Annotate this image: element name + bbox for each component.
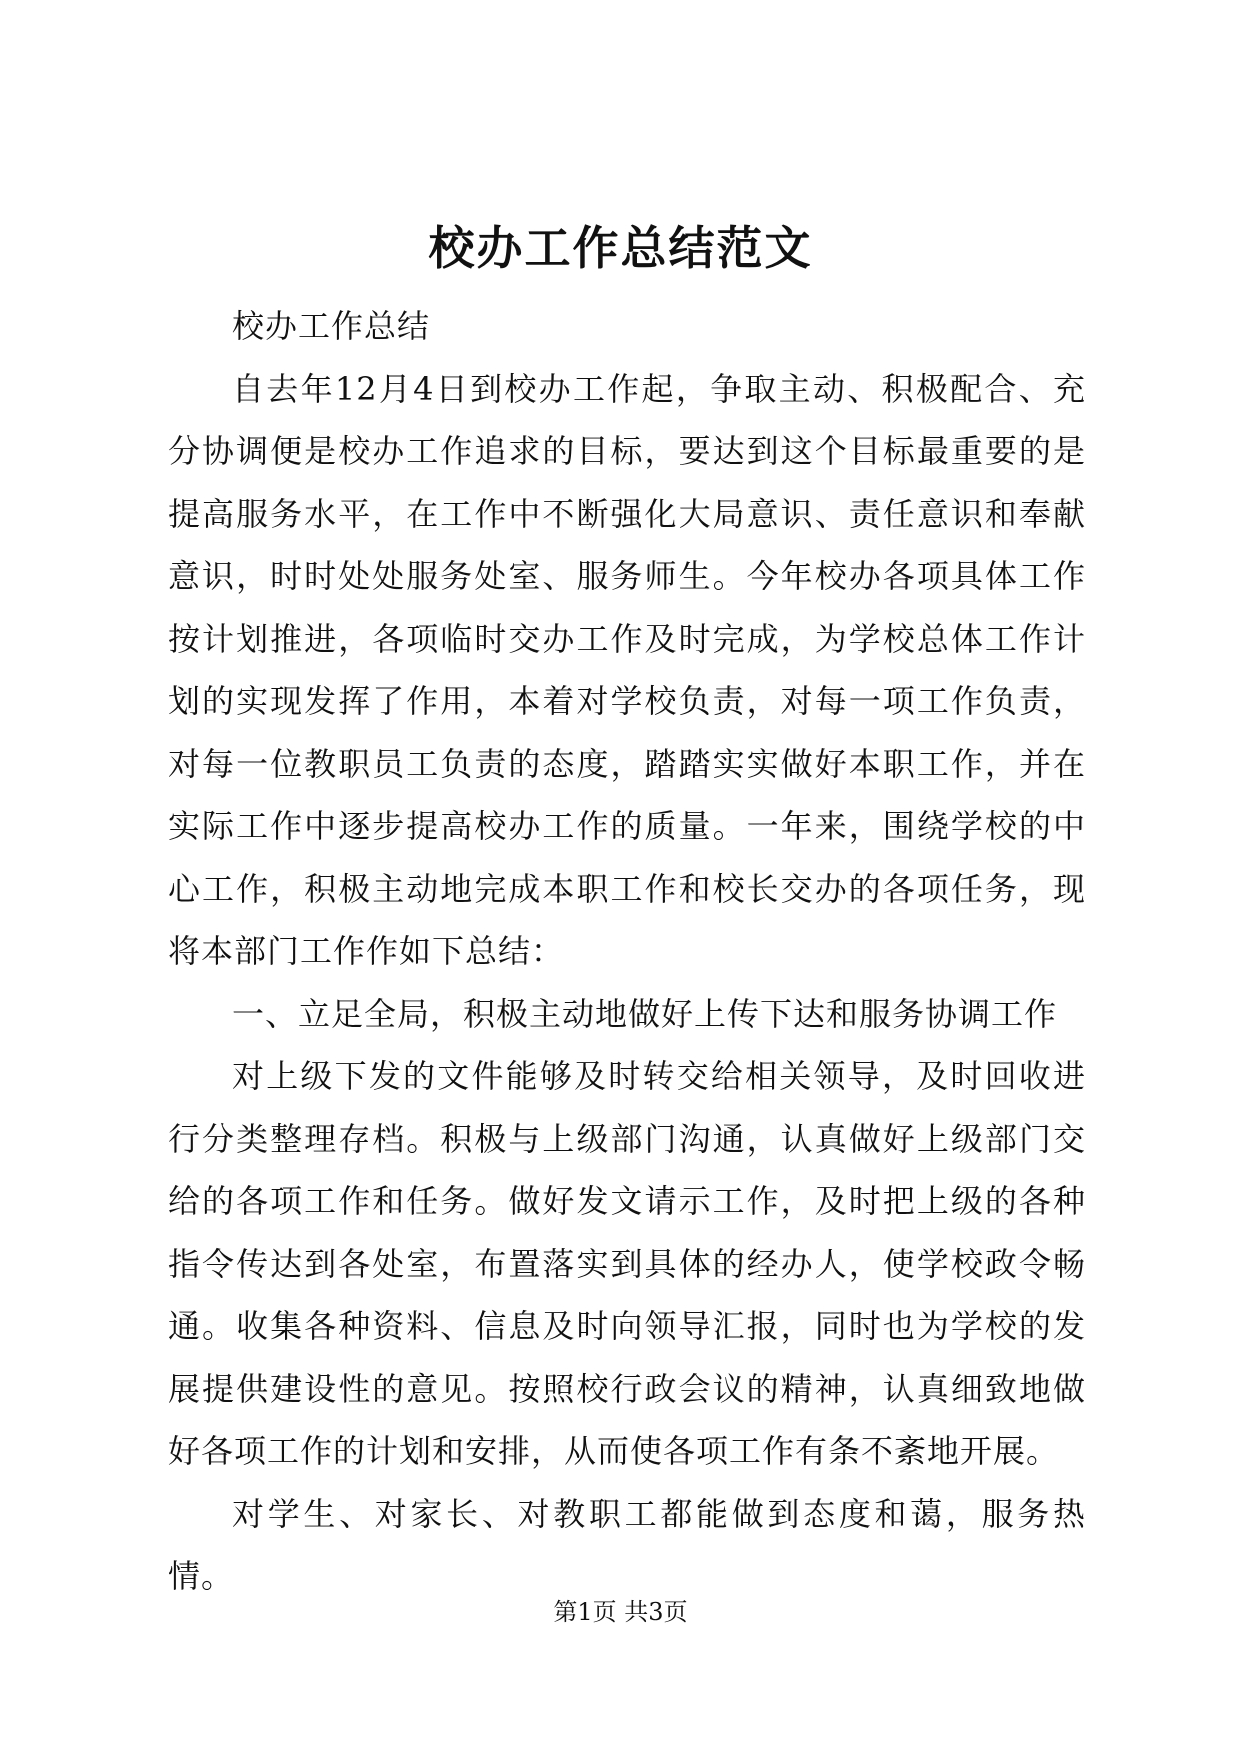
subtitle-paragraph: 校办工作总结 <box>232 307 431 345</box>
section-heading: 一、立足全局，积极主动地做好上传下达和服务协调工作 <box>232 994 1058 1033</box>
intro-paragraph: 自去年12月4日到校办工作起，争取主动、积极配合、充分协调便是校办工作追求的目标，要达到这个目标最重要的是提高服务水平，在工作中不断强化大局意识、责任意识和奉献意识，时时处处服务处室、服务师生。今年校办各项具体工作按计划推进，各项临时交办工作及时完成，为学校总体工作计划的实现发挥了作用，本着对学校负责，对每一项工作负责，对每一位教职员工负责的态度，踏踏实实做好本职工作，并在实际工作中逐步提高校办工作的质量。一年来，围绕学校的中心工作，积极主动地完成本职工作和校长交办的各项任务，现将本部门工作作如下总结： <box>168 369 1086 970</box>
section-paragraph: 对上级下发的文件能够及时转交给相关领导，及时回收进行分类整理存档。积极与上级部门沟通，认真做好上级部门交给的各项工作和任务。做好发文请示工作，及时把上级的各种指令传达到各处室，布置落实到具体的经办人，使学校政令畅通。收集各种资料、信息及时向领导汇报，同时也为学校的发展提供建设性的意见。按照校行政会议的精神，认真细致地做好各项工作的计划和安排，从而使各项工作有条不紊地开展。 <box>168 1057 1086 1470</box>
document-title: 校办工作总结范文 <box>428 221 813 275</box>
document-body <box>168 295 1086 1608</box>
page-number-footer: 第1页 共3页 <box>553 1598 688 1626</box>
closing-paragraph: 对学生、对家长、对教职工都能做到态度和蔼，服务热情。 <box>168 1494 1086 1595</box>
